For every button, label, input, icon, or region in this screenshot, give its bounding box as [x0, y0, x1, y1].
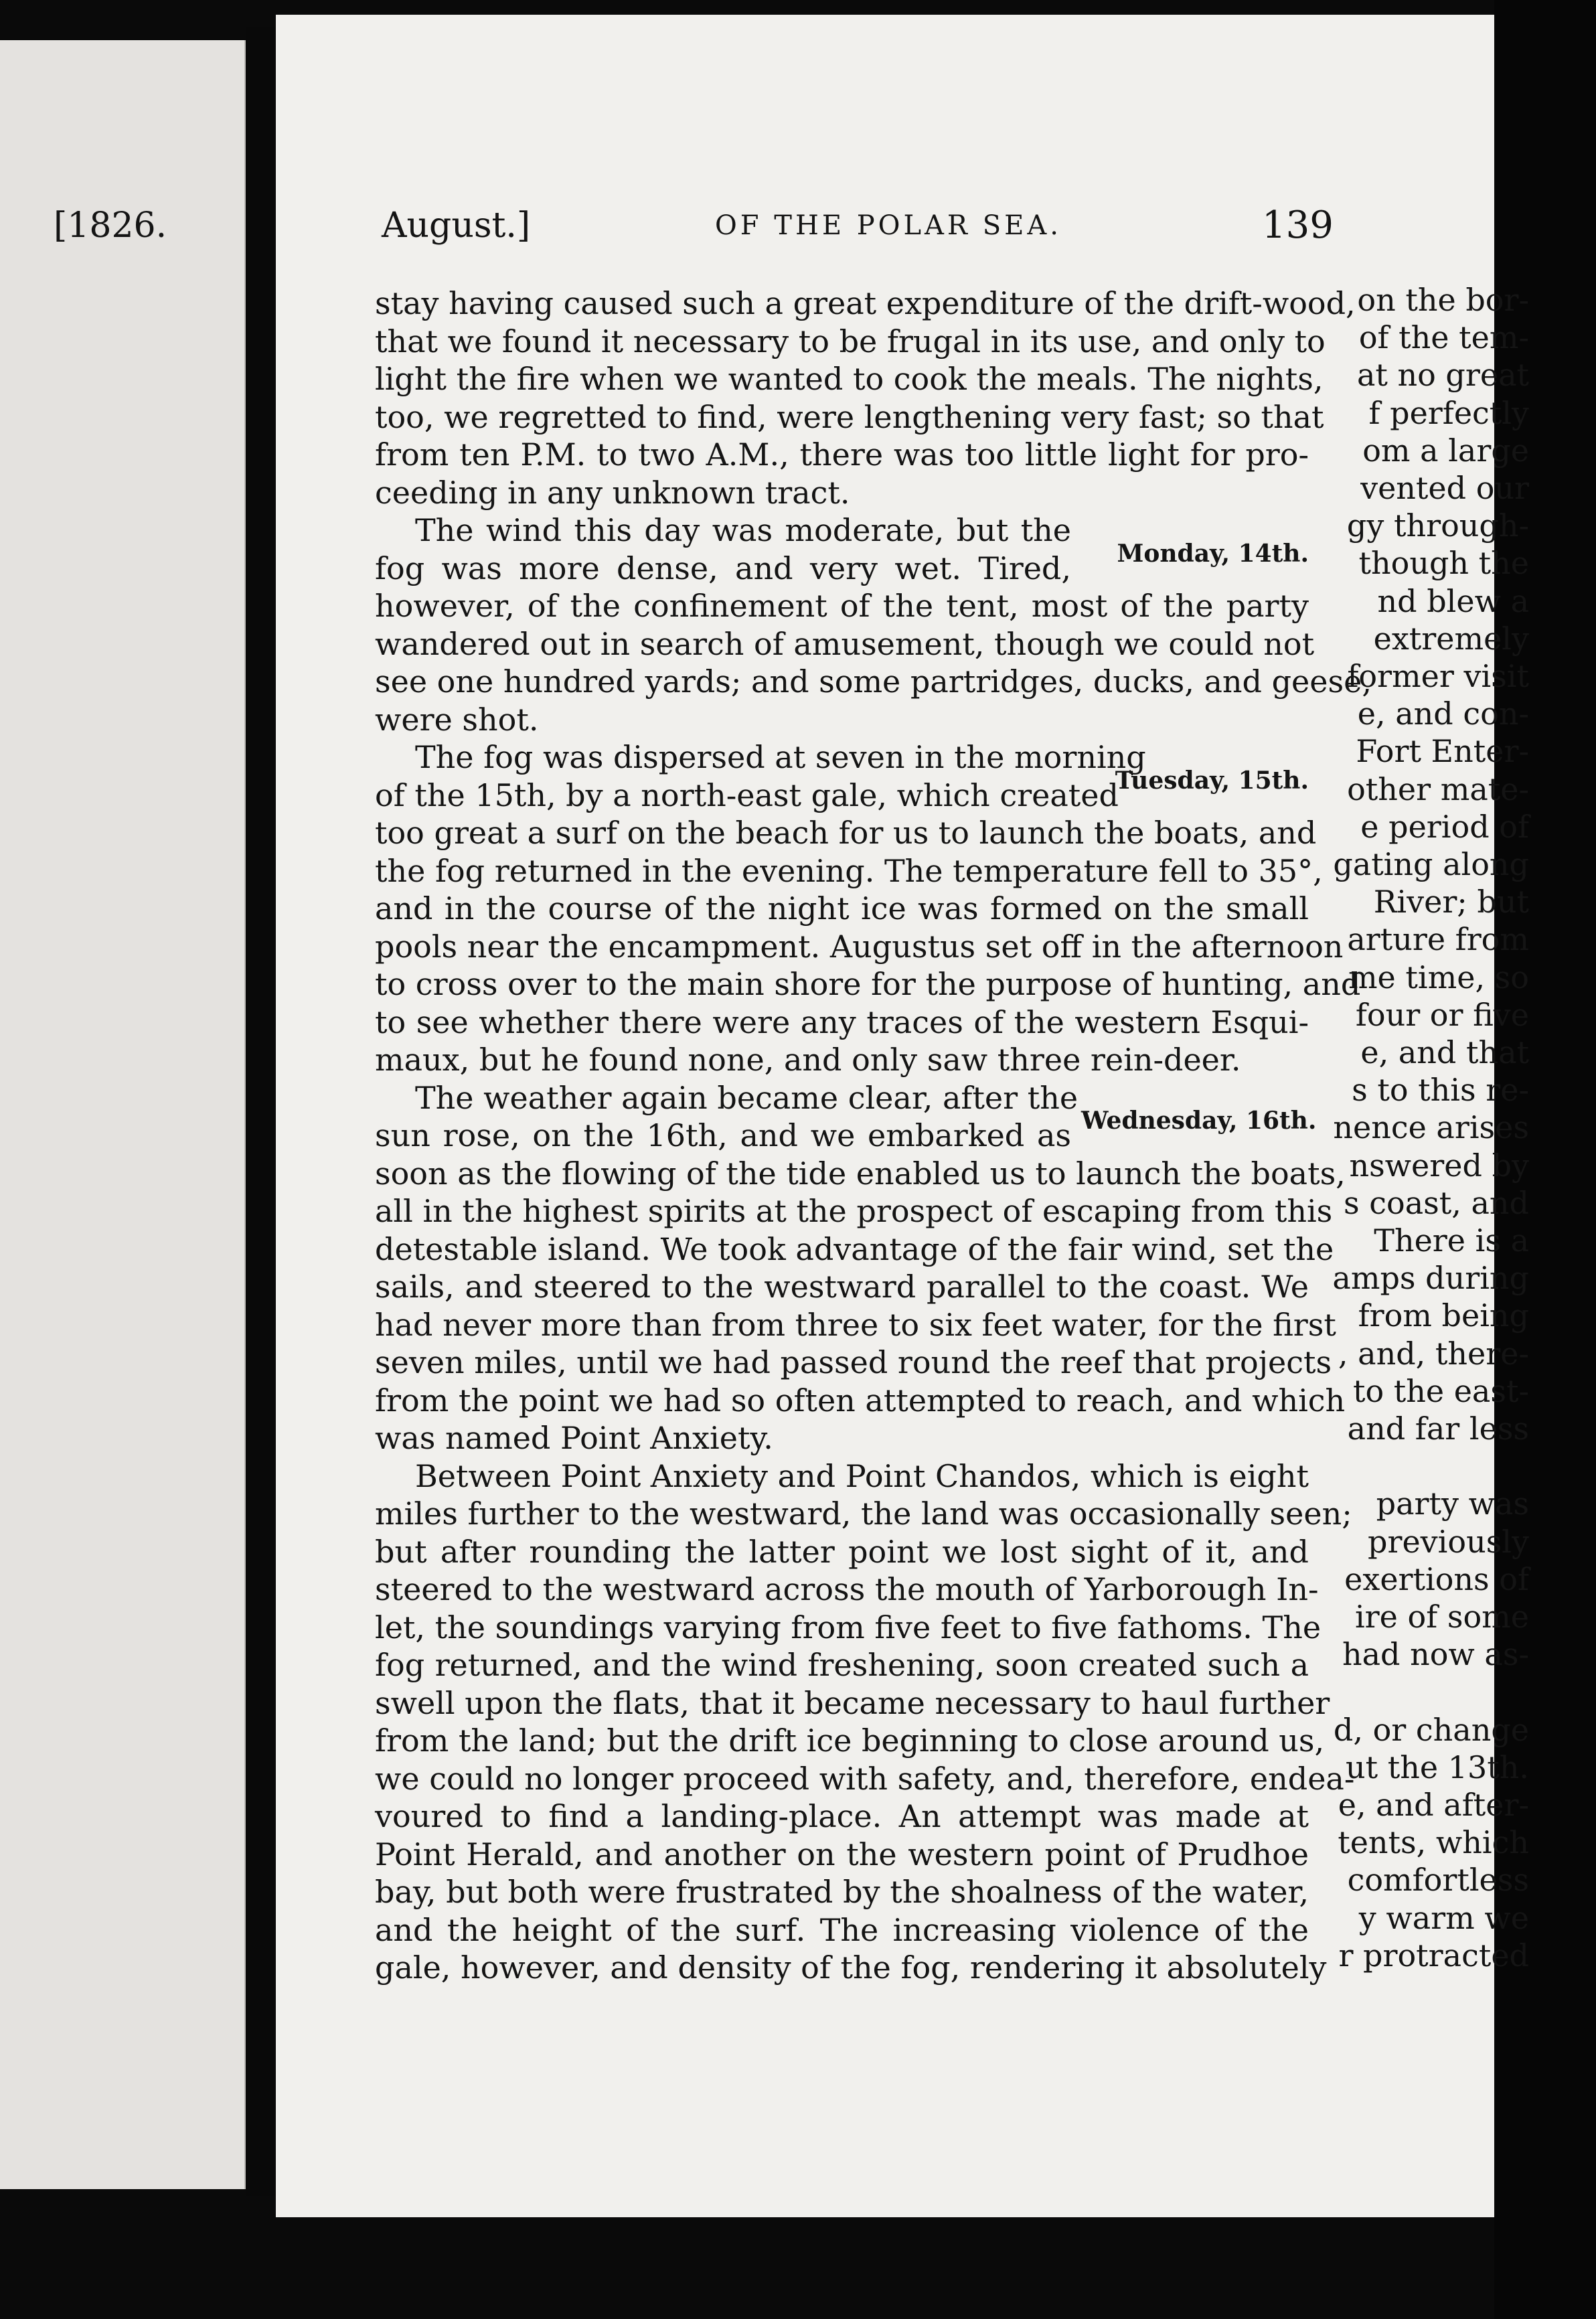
left-text-line: gy through-: [1346, 507, 1529, 544]
left-year-header: [1826.: [54, 206, 167, 246]
left-text-line: , and, there-: [1338, 1335, 1529, 1372]
body-text-line: too, we regretted to find, were lengthening very fast; so that: [375, 398, 1324, 435]
left-text-line: exertions of: [1344, 1561, 1529, 1597]
left-text-line: nd blew a: [1377, 582, 1529, 619]
left-text-line: party was: [1376, 1486, 1529, 1522]
body-text-line: ceeding in any unknown tract.: [375, 474, 850, 511]
left-text-line: d, or change: [1333, 1711, 1529, 1748]
body-text-line: stay having caused such a great expenditure of the drift-wood,: [375, 285, 1356, 321]
left-text-line: e, and that: [1360, 1034, 1529, 1070]
left-text-line: e, and con-: [1357, 696, 1529, 732]
left-text-line: s coast, and: [1344, 1184, 1529, 1221]
left-text-line: gating along: [1333, 846, 1529, 882]
body-text-line: the fog returned in the evening. The temperature fell to 35°,: [375, 852, 1323, 889]
left-text-line: r protracted: [1338, 1937, 1529, 1974]
running-head-date: August.]: [382, 206, 531, 246]
body-text-line: and the height of the surf. The increasing violence of the: [375, 1911, 1309, 1948]
body-text-line: to cross over to the main shore for the purpose of hunting, and: [375, 966, 1361, 1002]
left-text-line: ut the 13th.: [1346, 1749, 1529, 1785]
left-text-line: of the tem-: [1358, 319, 1529, 356]
body-text-line: were shot.: [375, 701, 539, 738]
body-text-line: maux, but he found none, and only saw three rein-deer.: [375, 1042, 1241, 1078]
margin-date-note: Monday, 14th.: [1117, 539, 1309, 568]
left-text-line: though the: [1358, 545, 1529, 582]
left-text-line: e, and after-: [1338, 1787, 1529, 1823]
body-text-line: seven miles, until we had passed round the reef that projects: [375, 1344, 1332, 1380]
body-text-line: detestable island. We took advantage of the fair wind, set the: [375, 1230, 1334, 1267]
body-text-line: from the land; but the drift ice beginning to close around us,: [375, 1723, 1325, 1759]
left-text-line: y warm we: [1358, 1899, 1529, 1936]
left-text-line: arture from: [1347, 921, 1529, 958]
body-text-line: was named Point Anxiety.: [375, 1420, 773, 1456]
body-text-line: of the 15th, by a north-east gale, which created: [375, 777, 1119, 813]
left-text-line: amps during: [1332, 1260, 1529, 1297]
left-text-line: There is a: [1374, 1222, 1529, 1259]
body-text-line: The fog was dispersed at seven in the morning: [415, 739, 1146, 775]
left-text-line: om a large: [1362, 432, 1529, 469]
left-text-line: comfortless: [1347, 1862, 1529, 1899]
left-text-line: tents, which: [1338, 1824, 1529, 1861]
left-text-line: other mate-: [1347, 771, 1529, 807]
body-text-line: sun rose, on the 16th, and we embarked as: [375, 1117, 1071, 1153]
left-text-line: at no great: [1356, 357, 1529, 394]
left-text-line: ire of some: [1354, 1599, 1529, 1635]
left-text-line: f perfectly: [1368, 394, 1529, 431]
body-text-line: but after rounding the latter point we lost sight of it, and: [375, 1533, 1309, 1570]
left-text-line: nence arises: [1333, 1109, 1529, 1146]
body-text-line: Point Herald, and another on the western point of Prudhoe: [375, 1836, 1309, 1872]
body-text-line: light the fire when we wanted to cook the meals. The nights,: [375, 361, 1324, 397]
left-text-line: on the bor-: [1357, 282, 1529, 318]
body-text-line: gale, however, and density of the fog, rendering it absolutely: [375, 1949, 1327, 1986]
body-text-line: sails, and steered to the westward parallel to the coast. We: [375, 1269, 1309, 1305]
body-text-line: wandered out in search of amusement, though we could not: [375, 625, 1315, 662]
body-text-line: to see whether there were any traces of the western Esqui-: [375, 1004, 1309, 1040]
left-text-line: to the east-: [1352, 1372, 1529, 1409]
body-text-line: see one hundred yards; and some partridges, ducks, and geese,: [375, 663, 1372, 700]
body-text-line: pools near the encampment. Augustus set off in the afternoon: [375, 928, 1344, 965]
body-text-line: miles further to the westward, the land was occasionally seen;: [375, 1496, 1352, 1532]
left-text-line: had now as-: [1342, 1636, 1529, 1673]
margin-date-note: Wednesday, 16th.: [1081, 1107, 1317, 1135]
body-text-line: fog returned, and the wind freshening, soon created such a: [375, 1647, 1309, 1683]
left-text-line: e period of: [1360, 808, 1529, 845]
book-spine: [246, 27, 276, 2196]
body-text-line: swell upon the flats, that it became necessary to haul further: [375, 1684, 1330, 1721]
body-text-line: had never more than from three to six feet water, for the first: [375, 1306, 1336, 1343]
body-text-line: we could no longer proceed with safety, and, therefore, endea-: [375, 1760, 1355, 1797]
left-text-line: former visit: [1347, 658, 1529, 694]
body-text-line: fog was more dense, and very wet. Tired,: [375, 550, 1071, 586]
body-text-line: steered to the westward across the mouth of Yarborough In-: [375, 1571, 1319, 1607]
body-text-line: all in the highest spirits at the prospect of escaping from this: [375, 1193, 1333, 1229]
left-text-line: me time, so: [1348, 959, 1529, 995]
body-text-line: from the point we had so often attempted to reach, and which: [375, 1382, 1346, 1419]
left-text-line: vented our: [1360, 470, 1529, 506]
body-text-line: The weather again became clear, after the: [415, 1079, 1079, 1116]
body-text-line: from ten P.M. to two A.M., there was too little light for pro-: [375, 436, 1309, 473]
left-text-line: previously: [1368, 1523, 1529, 1560]
left-text-line: s to this re-: [1352, 1072, 1529, 1109]
body-text-line: and in the course of the night ice was formed on the small: [375, 890, 1309, 927]
body-text-line: that we found it necessary to be frugal in its use, and only to: [375, 323, 1326, 359]
left-page: [0, 40, 246, 2189]
body-text-line: voured to find a landing-place. An attempt was made at: [375, 1798, 1309, 1834]
body-text-line: The wind this day was moderate, but the: [415, 512, 1071, 548]
left-text-line: Fort Enter-: [1356, 733, 1529, 770]
left-text-line: and far less: [1347, 1411, 1529, 1447]
left-text-line: from being: [1358, 1297, 1529, 1334]
running-head-title: OF THE POLAR SEA.: [715, 210, 1062, 241]
body-text-line: too great a surf on the beach for us to launch the boats, and: [375, 815, 1317, 851]
left-text-line: four or five: [1355, 996, 1529, 1033]
left-text-line: nswered by: [1349, 1147, 1529, 1184]
body-text-line: Between Point Anxiety and Point Chandos, which is eight: [415, 1457, 1309, 1494]
left-text-line: extremely: [1373, 620, 1529, 657]
margin-date-note: Tuesday, 15th.: [1115, 766, 1309, 795]
left-text-line: River; but: [1373, 884, 1529, 921]
body-text-line: however, of the confinement of the tent, most of the party: [375, 588, 1309, 624]
body-text-line: let, the soundings varying from five feet to five fathoms. The: [375, 1609, 1322, 1646]
body-text-line: soon as the flowing of the tide enabled us to launch the boats,: [375, 1155, 1346, 1192]
body-text-line: bay, but both were frustrated by the shoalness of the water,: [375, 1874, 1309, 1910]
page-number: 139: [1262, 204, 1334, 247]
